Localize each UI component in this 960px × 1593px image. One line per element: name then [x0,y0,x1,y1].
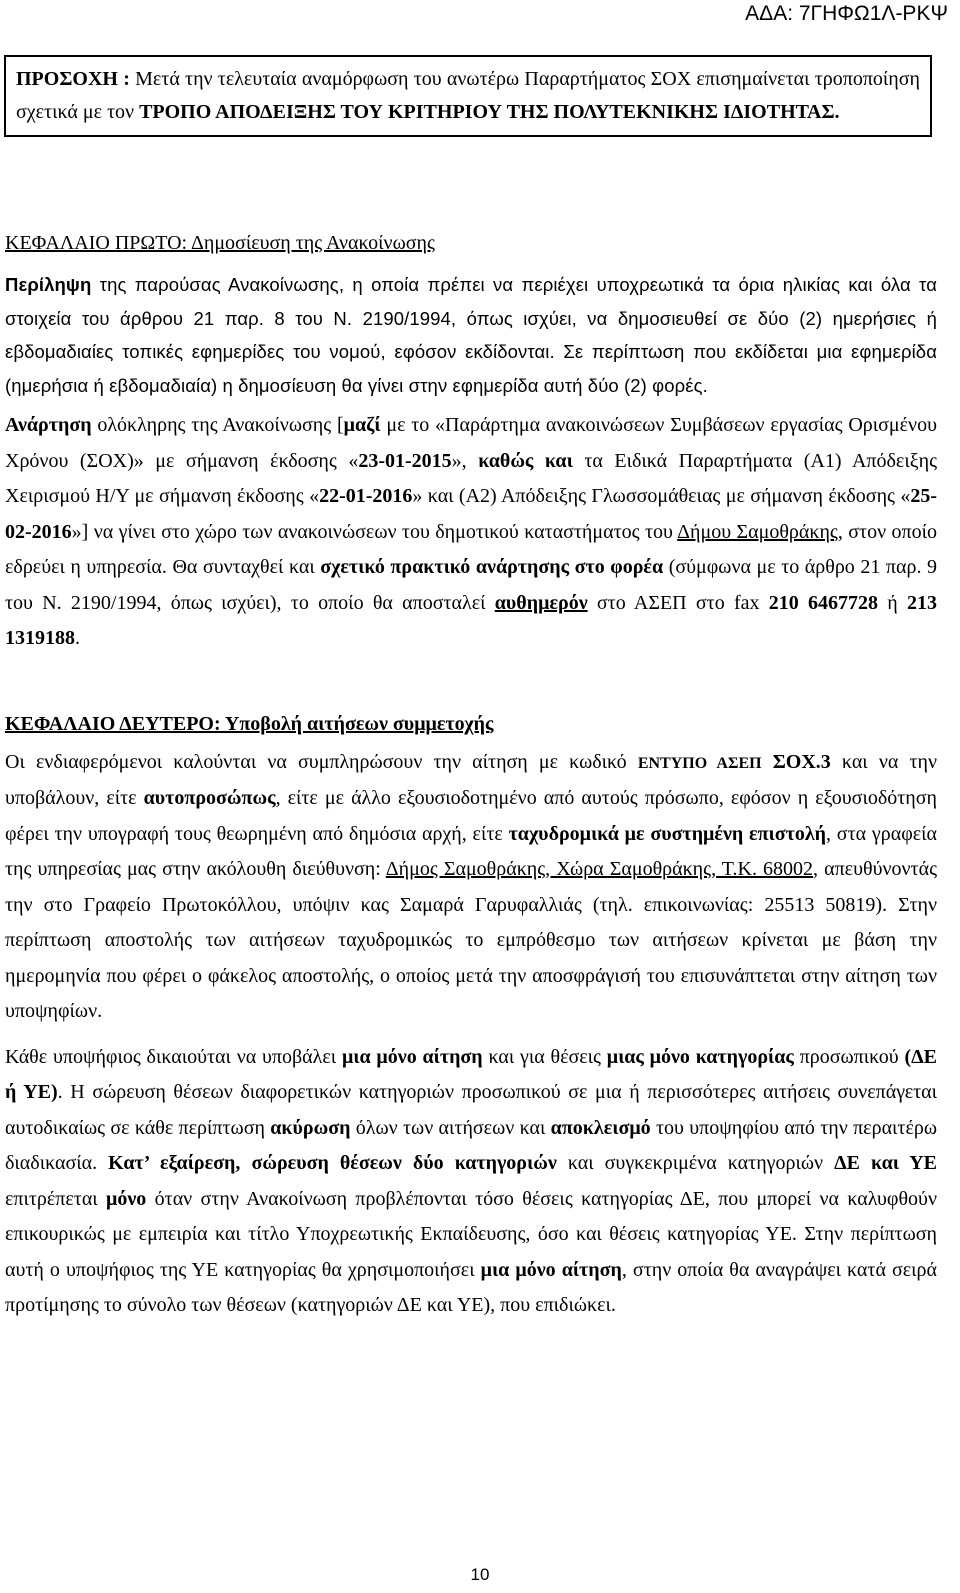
bold-run: μιας μόνο κατηγορίας [606,1045,794,1068]
bold-run: αυτοπροσώπως [143,787,276,809]
text-run: του υποψηφίου από την περαιτέρω διαδικασία. [5,1116,938,1174]
fax-number: 213 1319188 [5,591,937,649]
bold-run: μια μόνο αίτηση [480,1258,622,1281]
text-run: , στα γραφεία της υπηρεσίας μας στην ακόλουθη διεύθυνση: [5,822,937,880]
text-run: με το «Παράρτημα ανακοινώσεων Συμβάσεων εργασίας Ορισμένου Χρόνου (ΣΟΧ)» με σήμανση έκδοσης « [5,414,937,472]
text-run: ή [878,591,907,614]
text-run: » και (Α2) Απόδειξης Γλωσσομάθειας με σήμανση έκδοσης « [412,485,911,507]
text-run: Κάθε υποψήφιος δικαιούται να υποβάλει [5,1045,342,1068]
form-code: ΕΝΤΥΠΟ ΑΣΕΠ [637,754,762,772]
posting-paragraph [5,408,937,657]
notice-text: Μετά την τελευταία αναμόρφωση του ανωτέρω Παραρτήματος ΣΟΧ επισημαίνεται τροποποίηση σχετικά με τον [16,68,920,123]
chapter2-title: ΚΕΦΑΛΑΙΟ ΔΕΥΤΕΡΟ: Υποβολή αιτήσεων συμμετοχής [5,712,494,735]
bold-date: 25-02-2016 [5,485,937,543]
document-body [5,228,937,1330]
text-run: και για θέσεις [482,1045,607,1068]
summary-text: της παρούσας Ανακοίνωσης, η οποία πρέπει να περιέχει υποχρεωτικά τα όρια ηλικίας και όλα τα στοιχεία του άρθρου 21 παρ. 8 του Ν. 2190/1994, όπως ισχύει, να δημοσιευθεί σε δύο (2) ημερήσιες ή εβδομαδιαίες τοπικές εφημερίδες του νομού, εφόσον εκδίδονται. Σε περίπτωση που εκδίδεται μια εφημερίδα (ημερήσια ή εβδομαδιαία) η δημοσίευση θα γίνει στην εφημερίδα αυτή δύο (2) φορές. [5,274,937,396]
text-run: προσωπικού [793,1045,905,1068]
bold-run: σχετικό πρακτικό ανάρτησης στο φορέα [320,556,664,578]
chapter1-title: ΚΕΦΑΛΑΙΟ ΠΡΩΤΟ: Δημοσίευση της Ανακοίνωσης [5,232,435,254]
text-run: (σύμφωνα με το άρθρο 21 παρ. 9 του Ν. 2190/1994, όπως ισχύει), το οποίο θα αποσταλεί [5,556,937,614]
notice-box [4,55,932,137]
bold-underlined-run: αυθημερόν [494,591,588,614]
ada-code: ΑΔΑ: 7ΓΗΦΩ1Λ-ΡΚΨ [745,2,948,25]
text-run: Οι ενδιαφερόμενοι καλούνται να συμπληρώσουν την αίτηση με κωδικό [5,750,638,773]
bold-run: (ΔΕ ή ΥΕ) [5,1045,938,1103]
notice-bold: ΤΡΟΠΟ ΑΠΟΔΕΙΞΗΣ ΤΟΥ ΚΡΙΤΗΡΙΟΥ ΤΗΣ ΠΟΛΥΤΕΚΝΙΚΗΣ ΙΔΙΟΤΗΤΑΣ. [139,101,840,123]
single-application-paragraph [5,1040,937,1324]
address-run: Δήμος Σαμοθράκης, Χώρα Σαμοθράκης, Τ.Κ. 68002 [385,858,814,880]
bold-date: 22-01-2016 [319,485,413,507]
bold-run: μόνο [106,1187,147,1210]
summary-paragraph [5,268,937,402]
bold-run: αποκλεισμό [550,1116,651,1139]
bold-run: μαζί [343,414,381,436]
text-run: ολόκληρης της Ανακοίνωσης [ [91,414,344,436]
text-run: επιτρέπεται [5,1187,107,1210]
bold-run: καθώς και [478,449,573,472]
bold-run: μια μόνο αίτηση [341,1045,483,1068]
text-run: », [451,449,479,472]
text-run: , στον οποίο εδρεύει η υπηρεσία. Θα συνταχθεί και [5,520,937,578]
fax-number: 210 6467728 [768,591,879,614]
summary-label: Περίληψη [5,274,92,295]
form-code: ΣΟΧ.3 [761,750,831,773]
text-run: όταν στην Ανακοίνωση προβλέπονται τόσο θέσεις κατηγορίας ΔΕ, που μπορεί να καλυφθούν επικουρικώς με εμπειρία και τίτλο Υποχρεωτικής Εκπαίδευσης, όσο και θέσεις κατηγορίας ΥΕ. Στην περίπτωση αυτή ο υποψήφιος της ΥΕ κατηγορίας θα χρησιμοποιήσει [5,1187,938,1281]
text-run: τα Ειδικά Παραρτήματα (Α1) Απόδειξης Χειρισμού Η/Υ με σήμανση έκδοσης « [5,449,938,507]
underlined-run: Δήμου Σαμοθράκης [677,520,838,543]
bold-run: ΔΕ και ΥΕ [834,1152,938,1174]
text-run: . [75,627,80,649]
text-run: »] να γίνει στο χώρο των ανακοινώσεων του δημοτικού καταστήματος του [71,520,678,543]
bold-run: Κατ’ εξαίρεση, σώρευση θέσεων δύο κατηγοριών [108,1152,557,1174]
bold-date: 23-01-2015 [358,449,452,472]
text-run: , είτε με άλλο εξουσιοδοτημένο από αυτούς πρόσωπο, εφόσον η εξουσιοδότηση φέρει την υπογραφή τους θεωρημένη από δημόσια αρχή, είτε [5,787,937,845]
text-run: και να την υποβάλουν, είτε [5,750,938,809]
bold-run: ακύρωση [270,1116,351,1139]
application-paragraph [5,745,937,1030]
bold-run: ταχυδρομικά με συστημένη επιστολή [508,822,827,845]
page-number: 10 [470,1565,490,1584]
text-run: , στην οποία θα αναγράψει κατά σειρά προτίμησης το σύνολο των θέσεων (κατηγοριών ΔΕ και ΥΕ), που επιδιώκει. [5,1258,937,1316]
text-run: στο ΑΣΕΠ στο fax [587,591,769,614]
notice-label: ΠΡΟΣΟΧΗ : [16,68,130,90]
text-run: και συγκεκριμένα κατηγοριών [556,1152,835,1174]
text-run: , απευθύνοντάς την στο Γραφείο Πρωτοκόλλου, υπόψιν κας Σαμαρά Γαρυφαλλιάς (τηλ. επικοινωνίας: 25513 50819). Στην περίπτωση αποστολής των αιτήσεων ταχυδρομικώς το εμπρόθεσμο των αιτήσεων κρίνεται με βάση την ημερομηνία που φέρει ο φάκελος αποστολής, ο οποίος μετά την αποσφράγισή του επισυνάπτεται στην αίτηση των υποψηφίων. [5,858,937,1022]
text-run: όλων των αιτήσεων και [350,1116,551,1139]
text-run: . Η σώρευση θέσεων διαφορετικών κατηγοριών προσωπικού σε μια ή περισσότερες αιτήσεις συνεπάγεται αυτοδικαίως σε κάθε περίπτωση [5,1081,937,1139]
posting-label: Ανάρτηση [5,414,92,436]
